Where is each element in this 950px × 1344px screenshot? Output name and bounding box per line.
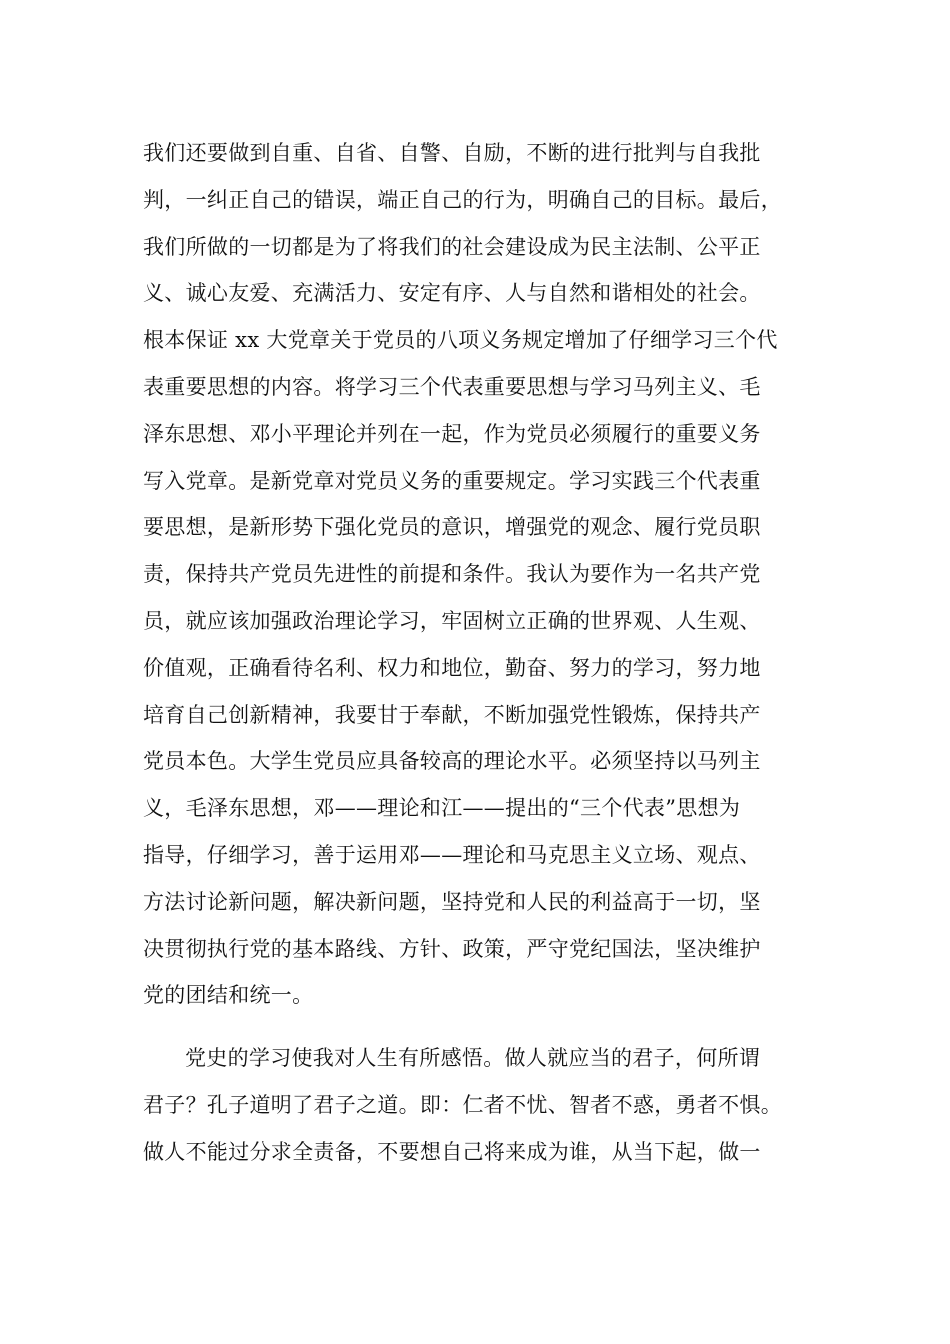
text-line: 培育自己创新精神，我要甘于奉献，不断加强党性锻炼，保持共产 xyxy=(143,702,761,727)
text-line: 指导，仔细学习，善于运用邓——理论和马克思主义立场、观点、 xyxy=(143,842,761,867)
text-line: 君子？孔子道明了君子之道。即：仁者不忧、智者不惑，勇者不惧。 xyxy=(143,1092,782,1117)
text-line: 我们所做的一切都是为了将我们的社会建设成为民主法制、公平正 xyxy=(143,234,761,259)
text-line: 根本保证 xx 大党章关于党员的八项义务规定增加了仔细学习三个代 xyxy=(143,328,778,353)
text-line: 党史的学习使我对人生有所感悟。做人就应当的君子，何所谓 xyxy=(185,1046,761,1071)
paragraph-2 xyxy=(143,1035,823,1175)
text-line: 方法讨论新问题，解决新问题，坚持党和人民的利益高于一切，坚 xyxy=(143,889,761,914)
document-body xyxy=(143,130,823,1176)
text-line: 责，保持共产党员先进性的前提和条件。我认为要作为一名共产党 xyxy=(143,562,761,587)
text-line: 义、诚心友爱、充满活力、安定有序、人与自然和谐相处的社会。 xyxy=(143,281,761,306)
text-line: 要思想，是新形势下强化党员的意识，增强党的观念、履行党员职 xyxy=(143,515,761,540)
text-line: 我们还要做到自重、自省、自警、自励，不断的进行批判与自我批 xyxy=(143,141,761,165)
text-line: 员，就应该加强政治理论学习，牢固树立正确的世界观、人生观、 xyxy=(143,608,761,633)
text-line: 表重要思想的内容。将学习三个代表重要思想与学习马列主义、毛 xyxy=(143,374,761,399)
paragraph-gap xyxy=(143,1019,823,1035)
text-line: 决贯彻执行党的基本路线、方针、政策，严守党纪国法，坚决维护 xyxy=(143,936,761,961)
text-line: 党员本色。大学生党员应具备较高的理论水平。必须坚持以马列主 xyxy=(143,749,761,774)
text-line: 写入党章。是新党章对党员义务的重要规定。学习实践三个代表重 xyxy=(143,468,761,493)
text-line: 做人不能过分求全责备，不要想自己将来成为谁，从当下起，做一 xyxy=(143,1139,761,1164)
text-line: 党的团结和统一。 xyxy=(143,983,314,1008)
text-line: 价值观，正确看待名利、权力和地位，勤奋、努力的学习，努力地 xyxy=(143,655,761,680)
text-line: 泽东思想、邓小平理论并列在一起，作为党员必须履行的重要义务 xyxy=(143,421,761,446)
text-line: 判，一纠正自己的错误，端正自己的行为，明确自己的目标。最后， xyxy=(143,187,782,212)
paragraph-1 xyxy=(143,130,823,1019)
text-line: 义，毛泽东思想，邓——理论和江——提出的“三个代表”思想为 xyxy=(143,796,741,821)
